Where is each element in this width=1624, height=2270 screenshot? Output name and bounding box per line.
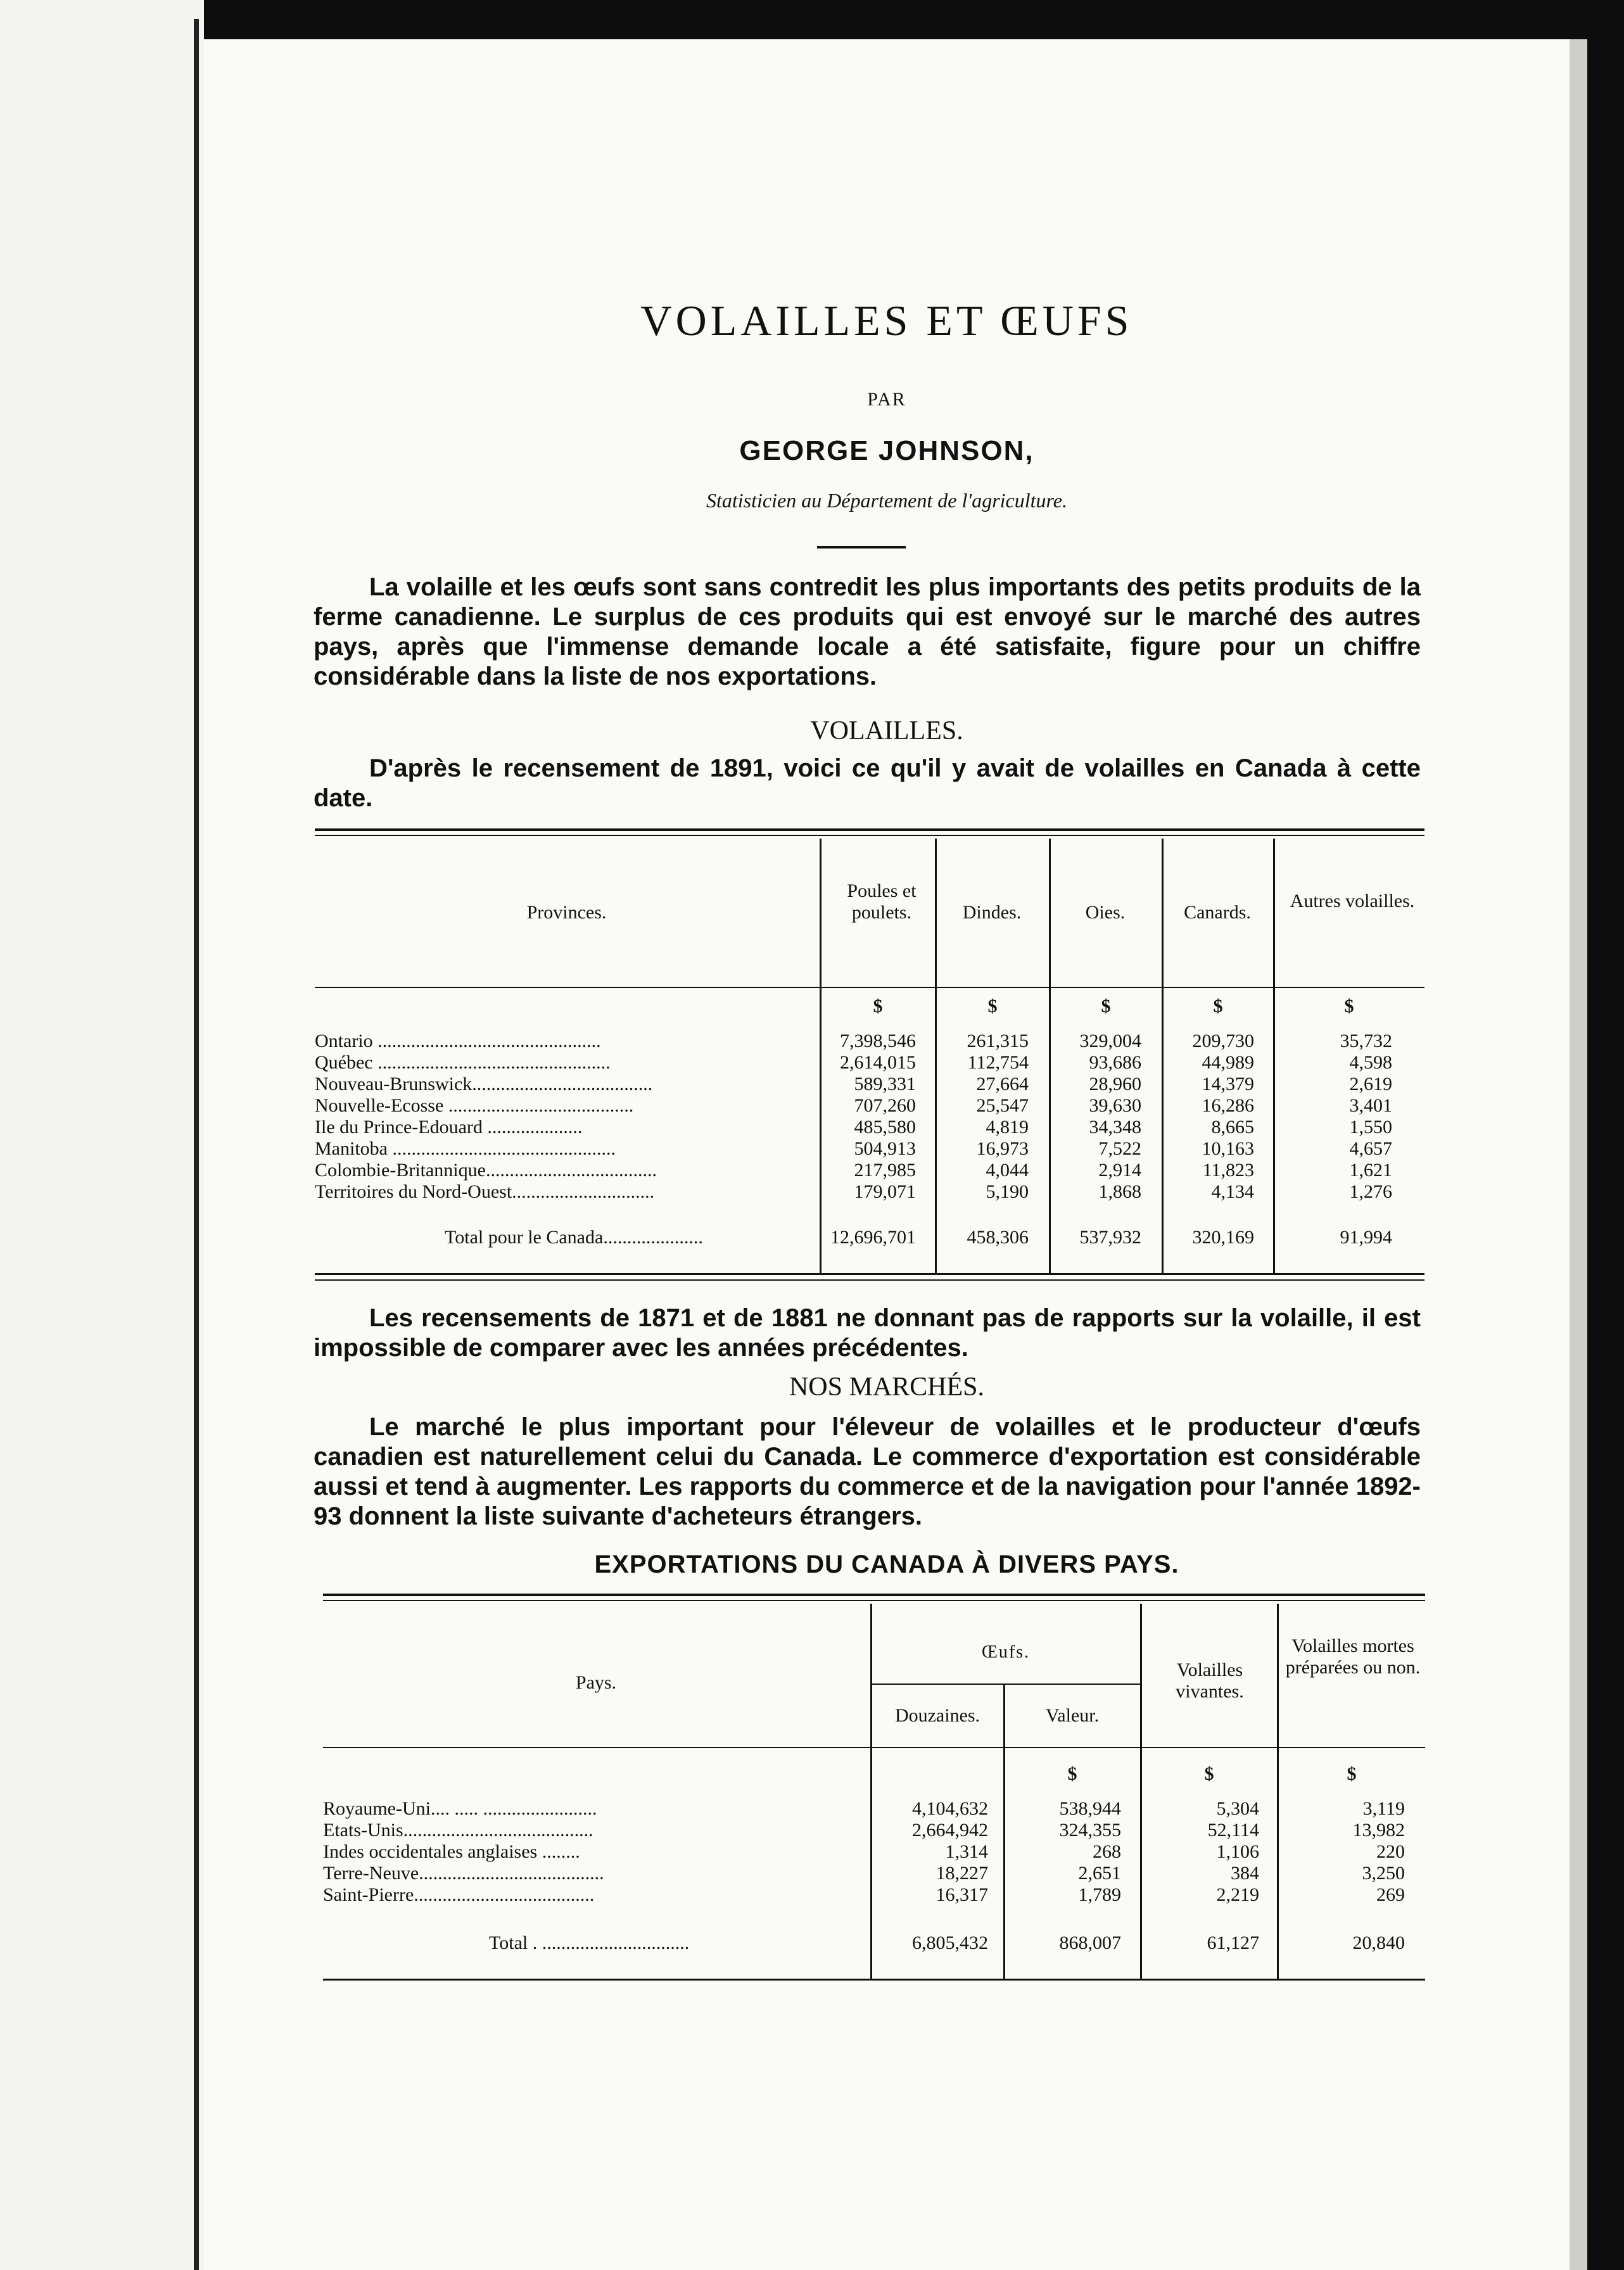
table1-row-label: Ontario ............................................... <box>315 1031 601 1051</box>
table1-cell: 179,071 <box>854 1181 916 1202</box>
table1-row-label: Nouvelle-Ecosse ....................................... <box>315 1096 634 1116</box>
table2-row-label: Terre-Neuve....................................... <box>323 1863 604 1884</box>
table2-cell: 3,250 <box>1362 1863 1405 1884</box>
table1-top-rule-2 <box>315 835 1424 836</box>
table1-cell: 25,547 <box>976 1095 1029 1116</box>
table1-header-provinces: Provinces. <box>526 902 607 923</box>
table1-currency: $ <box>1101 996 1111 1017</box>
table1-cell: 2,614,015 <box>840 1052 916 1073</box>
table1-cell: 28,960 <box>1089 1074 1141 1094</box>
table1-cell: 35,732 <box>1340 1030 1392 1051</box>
table1-cell: 707,260 <box>854 1095 916 1116</box>
table2-cell: 16,317 <box>936 1884 988 1905</box>
table1-total-value: 12,696,701 <box>830 1227 916 1248</box>
table1-cell: 4,598 <box>1349 1052 1392 1073</box>
author-role: Statisticien au Département de l'agriculture. <box>706 489 1067 512</box>
binding-rule <box>194 19 199 2270</box>
document-page <box>204 39 1570 2270</box>
table1-cell: 8,665 <box>1211 1117 1254 1138</box>
table2-header-rule <box>323 1747 1425 1748</box>
table2-cell: 5,304 <box>1216 1798 1259 1819</box>
table1-header-poules: Poules et poulets. <box>847 880 917 923</box>
table2-cell: 1,789 <box>1078 1884 1121 1905</box>
table2-col-rule <box>1277 1604 1279 1979</box>
table1-cell: 10,163 <box>1202 1138 1254 1159</box>
page-edge <box>1570 39 1587 2270</box>
intro-text: La volaille et les œufs sont sans contredit les plus importants des petits produits de la ferme canadienne. Le surplus de ces produits qui est envoyé sur le marché des autres pays, après que l'immense demande locale a été satisfaite, figure pour un chiffre considérable dans la liste de nos exportations. <box>314 573 1421 690</box>
table1-cell: 16,286 <box>1202 1095 1254 1116</box>
byline-par: PAR <box>867 389 906 410</box>
table1-bottom-rule-2 <box>315 1279 1424 1281</box>
table1-currency: $ <box>1213 996 1223 1017</box>
table2-header-mortes: Volailles mortes préparées ou non. <box>1285 1635 1421 1678</box>
table1-cell: 112,754 <box>967 1052 1029 1073</box>
table2-cell: 324,355 <box>1059 1820 1121 1841</box>
table2-header-douzaines: Douzaines. <box>894 1705 980 1726</box>
table1-cell: 589,331 <box>854 1074 916 1094</box>
table1-cell: 27,664 <box>976 1074 1029 1094</box>
table1-cell: 34,348 <box>1089 1117 1141 1138</box>
table1-total-value: 537,932 <box>1079 1227 1141 1248</box>
table2-total-value: 868,007 <box>1059 1932 1121 1953</box>
table2-header-vivantes: Volailles vivantes. <box>1176 1659 1244 1702</box>
markets-paragraph <box>314 1412 1421 1531</box>
table1-bottom-rule <box>315 1273 1424 1275</box>
section-heading-marches: NOS MARCHÉS. <box>789 1373 985 1402</box>
table1-row-label: Nouveau-Brunswick...................................... <box>315 1074 653 1094</box>
table1-header-canards: Canards. <box>1184 902 1251 923</box>
census-intro-text: D'après le recensement de 1891, voici ce qu'il y avait de volailles en Canada à cette date. <box>314 754 1421 812</box>
table1-cell: 14,379 <box>1202 1074 1254 1094</box>
title-divider <box>817 546 906 548</box>
table2-cell: 538,944 <box>1059 1798 1121 1819</box>
table1-cell: 4,134 <box>1211 1181 1254 1202</box>
table1-cell: 93,686 <box>1089 1052 1141 1073</box>
table2-cell: 1,314 <box>945 1841 988 1862</box>
table2-total-value: 61,127 <box>1207 1932 1259 1953</box>
table2-row-label: Royaume-Uni.... ..... ........................ <box>323 1799 597 1819</box>
table2-cell: 52,114 <box>1207 1820 1259 1841</box>
table1-currency: $ <box>987 996 998 1017</box>
table1-cell: 2,914 <box>1098 1160 1141 1181</box>
table1-header-rule <box>315 987 1424 988</box>
table2-row-label: Saint-Pierre...................................... <box>323 1885 595 1905</box>
census-intro-paragraph <box>314 754 1421 813</box>
table1-cell: 261,315 <box>967 1030 1029 1051</box>
table2-cell: 4,104,632 <box>912 1798 988 1819</box>
table2-cell: 1,106 <box>1216 1841 1259 1862</box>
table2-cell: 384 <box>1231 1863 1259 1884</box>
table1-row-label: Territoires du Nord-Ouest.............................. <box>315 1182 655 1202</box>
table1-currency: $ <box>1344 996 1354 1017</box>
table1-cell: 4,657 <box>1349 1138 1392 1159</box>
table2-currency: $ <box>1067 1763 1077 1784</box>
intro-paragraph <box>314 573 1421 692</box>
table1-cell: 7,522 <box>1098 1138 1141 1159</box>
table1-currency: $ <box>873 996 883 1017</box>
table1-header-autres: Autres volailles. <box>1290 891 1415 911</box>
table1-total-value: 320,169 <box>1192 1227 1254 1248</box>
section-heading-volailles: VOLAILLES. <box>810 716 963 745</box>
table2-cell: 269 <box>1376 1884 1405 1905</box>
table1-cell: 2,619 <box>1349 1074 1392 1094</box>
table2-header-valeur: Valeur. <box>1045 1705 1100 1726</box>
table2-currency: $ <box>1347 1763 1357 1784</box>
left-margin-strip <box>0 0 204 2270</box>
table2-total-value: 6,805,432 <box>912 1932 988 1953</box>
table1-total-value: 458,306 <box>967 1227 1029 1248</box>
table2-row-label: Etats-Unis........................................ <box>323 1820 593 1841</box>
table1-cell: 5,190 <box>986 1181 1029 1202</box>
table1-row-label: Manitoba ............................................... <box>315 1139 616 1159</box>
table1-row-label: Ile du Prince-Edouard .................... <box>315 1117 583 1138</box>
table1-cell: 16,973 <box>976 1138 1029 1159</box>
table1-cell: 485,580 <box>854 1117 916 1138</box>
table2-header-oeufs: Œufs. <box>981 1642 1031 1662</box>
table2-total-label: Total . ............................... <box>489 1933 690 1953</box>
table2-bottom-rule <box>323 1979 1425 1981</box>
table1-cell: 1,868 <box>1098 1181 1141 1202</box>
table1-cell: 1,550 <box>1349 1117 1392 1138</box>
table1-cell: 44,989 <box>1202 1052 1254 1073</box>
table2-cell: 2,219 <box>1216 1884 1259 1905</box>
table1-cell: 504,913 <box>854 1138 916 1159</box>
census-note-text: Les recensements de 1871 et de 1881 ne donnant pas de rapports sur la volaille, il est impossible de comparer avec les années précédentes. <box>314 1304 1421 1362</box>
table2-top-rule <box>323 1594 1425 1596</box>
table2-col-rule <box>1140 1604 1142 1979</box>
table1-header-dindes: Dindes. <box>962 902 1022 923</box>
table1-row-label: Québec ................................................. <box>315 1053 611 1073</box>
table2-cell: 13,982 <box>1352 1820 1405 1841</box>
table2-cell: 220 <box>1376 1841 1405 1862</box>
table1-cell: 209,730 <box>1192 1030 1254 1051</box>
table2-header-pays: Pays. <box>575 1672 617 1693</box>
markets-text: Le marché le plus important pour l'éleveur de volailles et le producteur d'œufs canadien est naturellement celui du Canada. Le commerce d'exportation est considérable aussi et tend à augmenter. Les rapports du commerce et de la navigation pour l'année 1892-93 donnent la liste suivante d'acheteurs étrangers. <box>314 1413 1421 1530</box>
article-title: VOLAILLES ET ŒUFS <box>640 296 1133 345</box>
table1-cell: 39,630 <box>1089 1095 1141 1116</box>
table1-row-label: Colombie-Britannique.................................... <box>315 1160 657 1181</box>
table2-cell: 3,119 <box>1362 1798 1405 1819</box>
table1-cell: 217,985 <box>854 1160 916 1181</box>
table2-cell: 2,651 <box>1078 1863 1121 1884</box>
table2-oeufs-subrule <box>872 1683 1140 1685</box>
table1-cell: 4,044 <box>986 1160 1029 1181</box>
author-name: GEORGE JOHNSON, <box>739 435 1034 466</box>
table1-total-value: 91,994 <box>1340 1227 1392 1248</box>
census-note-paragraph <box>314 1303 1421 1363</box>
table2-currency: $ <box>1204 1763 1214 1784</box>
table1-total-label: Total pour le Canada..................... <box>445 1227 703 1248</box>
table1-cell: 7,398,546 <box>840 1030 916 1051</box>
table2-cell: 268 <box>1093 1841 1121 1862</box>
table1-cell: 1,276 <box>1349 1181 1392 1202</box>
table2-cell: 2,664,942 <box>912 1820 988 1841</box>
table1-cell: 1,621 <box>1349 1160 1392 1181</box>
section-heading-exportations: EXPORTATIONS DU CANADA À DIVERS PAYS. <box>594 1550 1179 1578</box>
table2-row-label: Indes occidentales anglaises ........ <box>323 1842 580 1862</box>
table2-total-value: 20,840 <box>1352 1932 1405 1953</box>
table1-cell: 329,004 <box>1079 1030 1141 1051</box>
table1-cell: 3,401 <box>1349 1095 1392 1116</box>
table1-header-oies: Oies. <box>1085 902 1126 923</box>
table1-cell: 11,823 <box>1202 1160 1254 1181</box>
table1-top-rule <box>315 828 1424 831</box>
table2-top-rule-2 <box>323 1600 1425 1601</box>
table2-cell: 18,227 <box>936 1863 988 1884</box>
table1-cell: 4,819 <box>986 1117 1029 1138</box>
